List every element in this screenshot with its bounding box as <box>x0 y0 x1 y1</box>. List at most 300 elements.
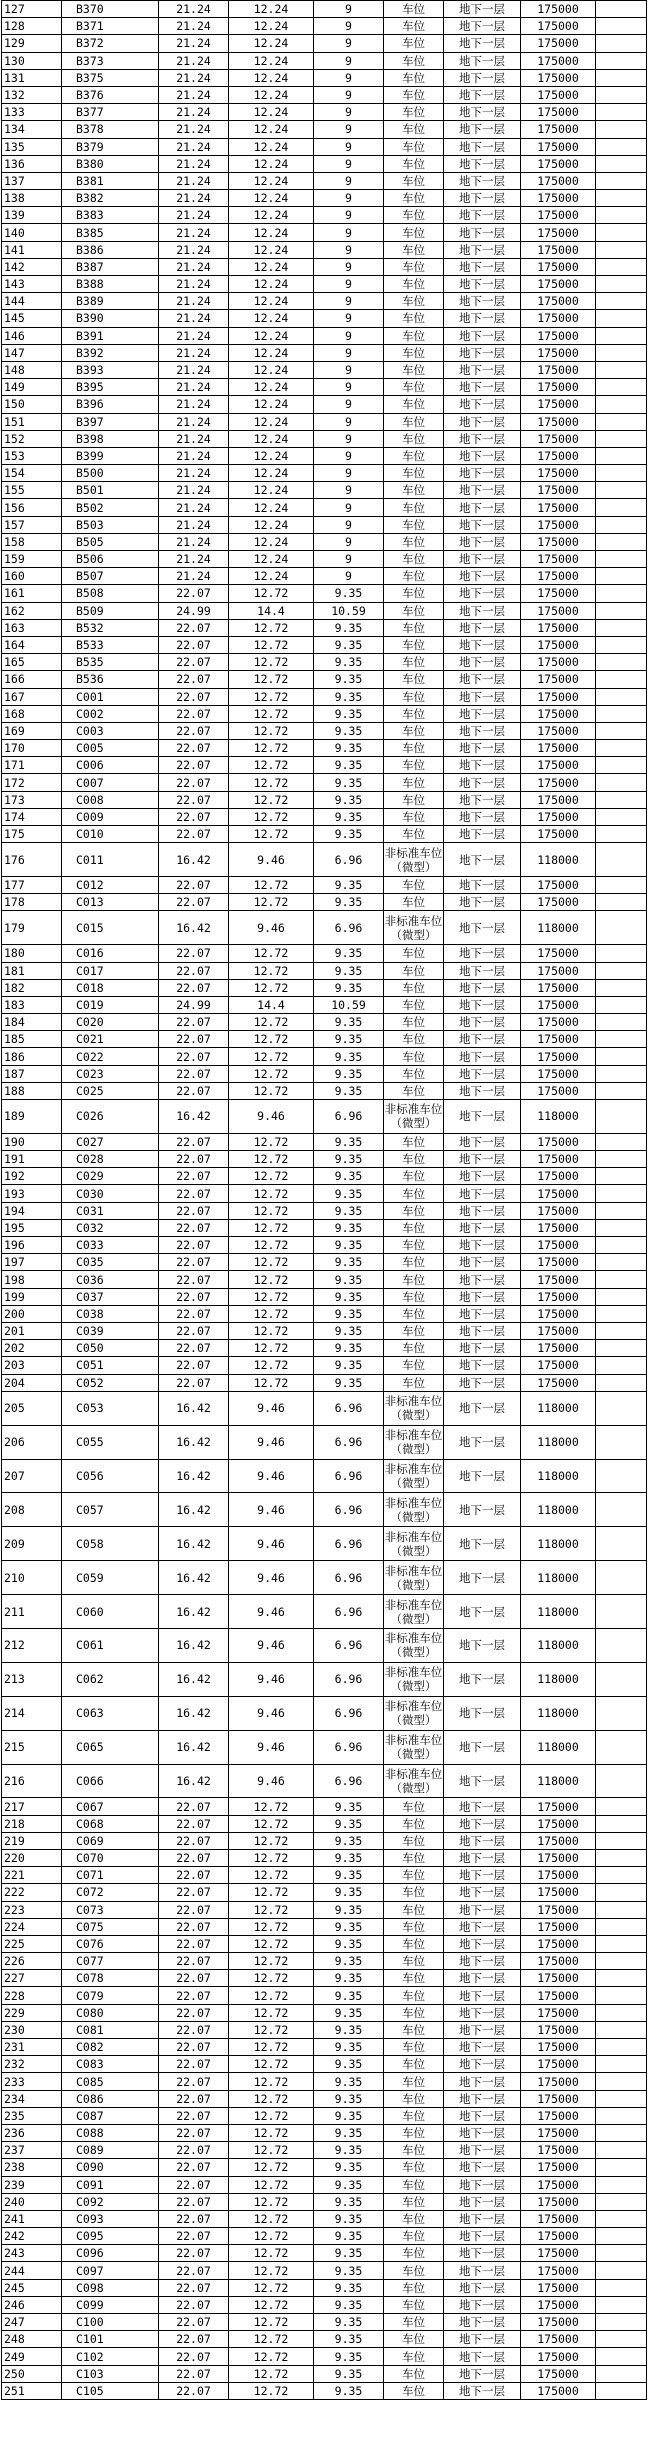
cell-row-number: 247 <box>2 2314 62 2331</box>
cell-empty <box>596 2073 647 2090</box>
cell-inner-area: 12.24 <box>229 190 314 207</box>
cell-building-area: 21.24 <box>159 207 229 224</box>
cell-empty <box>596 1340 647 1357</box>
cell-space-code: C072 <box>62 1884 159 1901</box>
cell-price: 175000 <box>521 1953 596 1970</box>
cell-price: 175000 <box>521 361 596 378</box>
cell-empty <box>596 1696 647 1730</box>
cell-building-area: 22.07 <box>159 1849 229 1866</box>
cell-price: 175000 <box>521 276 596 293</box>
cell-empty <box>596 1048 647 1065</box>
cell-shared-area: 6.96 <box>314 1764 384 1798</box>
cell-empty <box>596 2056 647 2073</box>
cell-empty <box>596 1 647 18</box>
cell-shared-area: 9.35 <box>314 791 384 808</box>
cell-price: 175000 <box>521 2159 596 2176</box>
cell-space-code: B375 <box>62 69 159 86</box>
cell-floor: 地下一层 <box>444 224 521 241</box>
cell-building-area: 22.07 <box>159 2090 229 2107</box>
cell-price: 175000 <box>521 2262 596 2279</box>
cell-space-code: B388 <box>62 276 159 293</box>
cell-space-type: 车位 <box>384 877 444 894</box>
table-row <box>2 2245 647 2262</box>
cell-empty <box>596 447 647 464</box>
cell-space-type: 车位 <box>384 2210 444 2227</box>
cell-inner-area: 12.24 <box>229 18 314 35</box>
cell-price: 175000 <box>521 1340 596 1357</box>
cell-empty <box>596 2142 647 2159</box>
cell-building-area: 22.07 <box>159 2210 229 2227</box>
cell-shared-area: 9.35 <box>314 654 384 671</box>
cell-building-area: 21.24 <box>159 551 229 568</box>
cell-space-code: C019 <box>62 996 159 1013</box>
cell-building-area: 21.24 <box>159 327 229 344</box>
table-row <box>2 568 647 585</box>
cell-building-area: 22.07 <box>159 1014 229 1031</box>
cell-empty <box>596 1561 647 1595</box>
cell-inner-area: 9.46 <box>229 1628 314 1662</box>
cell-row-number: 127 <box>2 1 62 18</box>
cell-space-code: C009 <box>62 808 159 825</box>
cell-inner-area: 12.72 <box>229 945 314 962</box>
cell-floor: 地下一层 <box>444 1459 521 1493</box>
table-row <box>2 1254 647 1271</box>
cell-space-type: 车位 <box>384 104 444 121</box>
cell-building-area: 16.42 <box>159 1595 229 1629</box>
cell-inner-area: 12.24 <box>229 52 314 69</box>
cell-floor: 地下一层 <box>444 1151 521 1168</box>
cell-empty <box>596 996 647 1013</box>
cell-floor: 地下一层 <box>444 705 521 722</box>
cell-building-area: 22.07 <box>159 1219 229 1236</box>
cell-empty <box>596 499 647 516</box>
table-row <box>2 1935 647 1952</box>
cell-space-type: 车位 <box>384 740 444 757</box>
cell-row-number: 147 <box>2 344 62 361</box>
cell-space-code: C008 <box>62 791 159 808</box>
cell-shared-area: 9.35 <box>314 2159 384 2176</box>
cell-shared-area: 9.35 <box>314 2073 384 2090</box>
cell-row-number: 138 <box>2 190 62 207</box>
cell-space-code: B389 <box>62 293 159 310</box>
cell-building-area: 22.07 <box>159 1901 229 1918</box>
cell-row-number: 250 <box>2 2365 62 2382</box>
cell-price: 175000 <box>521 996 596 1013</box>
table-row <box>2 516 647 533</box>
cell-price: 175000 <box>521 585 596 602</box>
cell-space-type: 车位 <box>384 190 444 207</box>
cell-inner-area: 12.72 <box>229 1288 314 1305</box>
table-row <box>2 413 647 430</box>
cell-building-area: 16.42 <box>159 1391 229 1425</box>
cell-building-area: 21.24 <box>159 533 229 550</box>
cell-price: 175000 <box>521 1271 596 1288</box>
cell-inner-area: 12.72 <box>229 2262 314 2279</box>
cell-shared-area: 9.35 <box>314 2314 384 2331</box>
cell-shared-area: 9.35 <box>314 1271 384 1288</box>
cell-row-number: 176 <box>2 843 62 877</box>
cell-space-code: B383 <box>62 207 159 224</box>
cell-shared-area: 9.35 <box>314 1832 384 1849</box>
cell-floor: 地下一层 <box>444 293 521 310</box>
cell-shared-area: 9 <box>314 52 384 69</box>
cell-inner-area: 12.72 <box>229 1970 314 1987</box>
cell-floor: 地下一层 <box>444 241 521 258</box>
cell-shared-area: 6.96 <box>314 1730 384 1764</box>
cell-space-code: C056 <box>62 1459 159 1493</box>
cell-space-code: B378 <box>62 121 159 138</box>
cell-inner-area: 12.72 <box>229 2331 314 2348</box>
cell-space-type: 车位 <box>384 2090 444 2107</box>
cell-floor: 地下一层 <box>444 602 521 619</box>
cell-price: 175000 <box>521 224 596 241</box>
cell-building-area: 22.07 <box>159 1185 229 1202</box>
cell-space-code: C026 <box>62 1100 159 1134</box>
cell-price: 175000 <box>521 2056 596 2073</box>
cell-row-number: 251 <box>2 2382 62 2399</box>
cell-row-number: 143 <box>2 276 62 293</box>
cell-row-number: 148 <box>2 361 62 378</box>
cell-space-code: C100 <box>62 2314 159 2331</box>
cell-price: 175000 <box>521 551 596 568</box>
table-row <box>2 1918 647 1935</box>
cell-space-type: 车位 <box>384 1918 444 1935</box>
cell-shared-area: 9.35 <box>314 2193 384 2210</box>
cell-floor: 地下一层 <box>444 138 521 155</box>
cell-floor: 地下一层 <box>444 276 521 293</box>
cell-empty <box>596 826 647 843</box>
cell-empty <box>596 2193 647 2210</box>
cell-row-number: 163 <box>2 619 62 636</box>
cell-price: 175000 <box>521 945 596 962</box>
cell-inner-area: 12.72 <box>229 791 314 808</box>
cell-inner-area: 12.72 <box>229 1133 314 1150</box>
cell-shared-area: 9 <box>314 379 384 396</box>
cell-floor: 地下一层 <box>444 2331 521 2348</box>
cell-row-number: 131 <box>2 69 62 86</box>
cell-price: 175000 <box>521 482 596 499</box>
cell-space-code: B501 <box>62 482 159 499</box>
cell-space-type: 车位 <box>384 2021 444 2038</box>
table-row <box>2 826 647 843</box>
cell-inner-area: 9.46 <box>229 1764 314 1798</box>
cell-empty <box>596 808 647 825</box>
cell-inner-area: 12.72 <box>229 2039 314 2056</box>
cell-floor: 地下一层 <box>444 808 521 825</box>
cell-space-type: 车位 <box>384 447 444 464</box>
cell-empty <box>596 1459 647 1493</box>
cell-row-number: 182 <box>2 979 62 996</box>
cell-inner-area: 12.24 <box>229 258 314 275</box>
cell-building-area: 22.07 <box>159 654 229 671</box>
cell-inner-area: 12.72 <box>229 2314 314 2331</box>
cell-floor: 地下一层 <box>444 1884 521 1901</box>
table-row <box>2 1391 647 1425</box>
cell-space-type: 车位 <box>384 1185 444 1202</box>
cell-price: 175000 <box>521 310 596 327</box>
cell-price: 175000 <box>521 2228 596 2245</box>
cell-row-number: 168 <box>2 705 62 722</box>
cell-floor: 地下一层 <box>444 1031 521 1048</box>
cell-price: 175000 <box>521 430 596 447</box>
cell-building-area: 22.07 <box>159 1237 229 1254</box>
cell-space-type: 车位 <box>384 979 444 996</box>
cell-floor: 地下一层 <box>444 740 521 757</box>
cell-space-type: 车位 <box>384 258 444 275</box>
cell-shared-area: 9.35 <box>314 1918 384 1935</box>
cell-shared-area: 9.35 <box>314 2279 384 2296</box>
cell-row-number: 178 <box>2 894 62 911</box>
table-row <box>2 1185 647 1202</box>
table-row <box>2 465 647 482</box>
cell-building-area: 16.42 <box>159 911 229 945</box>
cell-empty <box>596 1374 647 1391</box>
cell-space-code: C027 <box>62 1133 159 1150</box>
cell-building-area: 21.24 <box>159 155 229 172</box>
cell-space-code: B370 <box>62 1 159 18</box>
cell-building-area: 21.24 <box>159 35 229 52</box>
cell-empty <box>596 1628 647 1662</box>
cell-building-area: 16.42 <box>159 1628 229 1662</box>
cell-space-type: 车位 <box>384 1815 444 1832</box>
cell-price: 175000 <box>521 791 596 808</box>
cell-space-code: B385 <box>62 224 159 241</box>
cell-price: 175000 <box>521 1832 596 1849</box>
cell-shared-area: 9 <box>314 18 384 35</box>
cell-price: 175000 <box>521 516 596 533</box>
table-row <box>2 808 647 825</box>
cell-space-code: C036 <box>62 1271 159 1288</box>
cell-space-type: 车位 <box>384 688 444 705</box>
cell-inner-area: 12.72 <box>229 774 314 791</box>
cell-floor: 地下一层 <box>444 774 521 791</box>
cell-space-type: 车位 <box>384 1798 444 1815</box>
cell-building-area: 21.24 <box>159 138 229 155</box>
cell-space-code: C098 <box>62 2279 159 2296</box>
cell-floor: 地下一层 <box>444 2210 521 2227</box>
cell-space-type: 车位 <box>384 671 444 688</box>
cell-floor: 地下一层 <box>444 1987 521 2004</box>
table-row <box>2 774 647 791</box>
cell-building-area: 22.07 <box>159 1322 229 1339</box>
cell-space-type: 车位 <box>384 808 444 825</box>
table-row <box>2 2228 647 2245</box>
cell-space-type: 车位 <box>384 568 444 585</box>
cell-inner-area: 12.72 <box>229 585 314 602</box>
cell-empty <box>596 1391 647 1425</box>
cell-row-number: 206 <box>2 1425 62 1459</box>
cell-inner-area: 12.72 <box>229 2348 314 2365</box>
cell-price: 175000 <box>521 877 596 894</box>
cell-space-type: 车位 <box>384 2159 444 2176</box>
cell-space-code: C092 <box>62 2193 159 2210</box>
cell-shared-area: 10.59 <box>314 602 384 619</box>
cell-inner-area: 12.72 <box>229 671 314 688</box>
cell-building-area: 16.42 <box>159 1100 229 1134</box>
cell-building-area: 21.24 <box>159 379 229 396</box>
cell-row-number: 198 <box>2 1271 62 1288</box>
table-row <box>2 1031 647 1048</box>
cell-space-code: B376 <box>62 86 159 103</box>
cell-shared-area: 9 <box>314 241 384 258</box>
cell-price: 175000 <box>521 104 596 121</box>
cell-floor: 地下一层 <box>444 2382 521 2399</box>
cell-space-type: 车位 <box>384 1867 444 1884</box>
table-row <box>2 1970 647 1987</box>
cell-shared-area: 6.96 <box>314 1527 384 1561</box>
cell-shared-area: 9.35 <box>314 2124 384 2141</box>
cell-space-type: 车位 <box>384 1322 444 1339</box>
cell-inner-area: 12.24 <box>229 276 314 293</box>
cell-inner-area: 12.24 <box>229 379 314 396</box>
cell-floor: 地下一层 <box>444 2365 521 2382</box>
cell-space-code: C093 <box>62 2210 159 2227</box>
cell-space-type: 车位 <box>384 2004 444 2021</box>
cell-space-type: 车位 <box>384 1271 444 1288</box>
cell-space-type: 车位 <box>384 293 444 310</box>
table-row <box>2 379 647 396</box>
cell-inner-area: 12.24 <box>229 413 314 430</box>
cell-row-number: 238 <box>2 2159 62 2176</box>
cell-building-area: 22.07 <box>159 826 229 843</box>
cell-space-code: B506 <box>62 551 159 568</box>
cell-building-area: 22.07 <box>159 1305 229 1322</box>
cell-price: 175000 <box>521 327 596 344</box>
cell-floor: 地下一层 <box>444 310 521 327</box>
cell-price: 118000 <box>521 1425 596 1459</box>
cell-space-type: 车位 <box>384 155 444 172</box>
cell-shared-area: 9.35 <box>314 808 384 825</box>
cell-inner-area: 12.24 <box>229 86 314 103</box>
cell-inner-area: 12.72 <box>229 1202 314 1219</box>
cell-floor: 地下一层 <box>444 52 521 69</box>
cell-price: 175000 <box>521 172 596 189</box>
cell-row-number: 230 <box>2 2021 62 2038</box>
cell-empty <box>596 482 647 499</box>
cell-empty <box>596 1662 647 1696</box>
cell-empty <box>596 2262 647 2279</box>
table-row <box>2 1357 647 1374</box>
cell-row-number: 233 <box>2 2073 62 2090</box>
table-row <box>2 172 647 189</box>
cell-price: 118000 <box>521 1459 596 1493</box>
cell-inner-area: 12.72 <box>229 2056 314 2073</box>
table-row <box>2 979 647 996</box>
cell-shared-area: 9.35 <box>314 1065 384 1082</box>
table-row <box>2 224 647 241</box>
cell-row-number: 157 <box>2 516 62 533</box>
cell-row-number: 164 <box>2 636 62 653</box>
cell-row-number: 160 <box>2 568 62 585</box>
cell-space-type: 非标准车位（微型） <box>384 1595 444 1629</box>
cell-building-area: 22.07 <box>159 2039 229 2056</box>
cell-empty <box>596 1970 647 1987</box>
cell-inner-area: 12.24 <box>229 172 314 189</box>
cell-inner-area: 9.46 <box>229 843 314 877</box>
cell-floor: 地下一层 <box>444 69 521 86</box>
cell-price: 175000 <box>521 1798 596 1815</box>
cell-floor: 地下一层 <box>444 2142 521 2159</box>
cell-floor: 地下一层 <box>444 757 521 774</box>
cell-empty <box>596 1219 647 1236</box>
cell-inner-area: 12.72 <box>229 894 314 911</box>
cell-space-type: 车位 <box>384 172 444 189</box>
cell-shared-area: 9.35 <box>314 671 384 688</box>
cell-building-area: 16.42 <box>159 1696 229 1730</box>
cell-shared-area: 9 <box>314 258 384 275</box>
cell-space-type: 车位 <box>384 1935 444 1952</box>
cell-space-type: 车位 <box>384 1237 444 1254</box>
cell-row-number: 239 <box>2 2176 62 2193</box>
cell-floor: 地下一层 <box>444 2090 521 2107</box>
cell-empty <box>596 2176 647 2193</box>
cell-shared-area: 9.35 <box>314 1133 384 1150</box>
cell-building-area: 22.07 <box>159 2124 229 2141</box>
cell-inner-area: 12.72 <box>229 1832 314 1849</box>
cell-inner-area: 12.72 <box>229 2021 314 2038</box>
cell-price: 175000 <box>521 258 596 275</box>
cell-space-type: 非标准车位（微型） <box>384 1662 444 1696</box>
cell-building-area: 21.24 <box>159 361 229 378</box>
cell-building-area: 21.24 <box>159 310 229 327</box>
cell-building-area: 22.07 <box>159 2228 229 2245</box>
cell-space-code: C011 <box>62 843 159 877</box>
table-row <box>2 190 647 207</box>
cell-price: 175000 <box>521 2365 596 2382</box>
cell-price: 175000 <box>521 979 596 996</box>
cell-inner-area: 12.72 <box>229 1271 314 1288</box>
cell-row-number: 245 <box>2 2279 62 2296</box>
cell-shared-area: 9.35 <box>314 2142 384 2159</box>
cell-row-number: 204 <box>2 1374 62 1391</box>
cell-price: 175000 <box>521 1014 596 1031</box>
table-row <box>2 1595 647 1629</box>
cell-empty <box>596 241 647 258</box>
table-row <box>2 636 647 653</box>
cell-price: 118000 <box>521 1662 596 1696</box>
cell-shared-area: 9.35 <box>314 1322 384 1339</box>
cell-space-code: C058 <box>62 1527 159 1561</box>
cell-space-code: C035 <box>62 1254 159 1271</box>
cell-empty <box>596 2314 647 2331</box>
cell-floor: 地下一层 <box>444 207 521 224</box>
cell-space-type: 车位 <box>384 705 444 722</box>
table-row <box>2 2124 647 2141</box>
cell-price: 175000 <box>521 2176 596 2193</box>
cell-row-number: 227 <box>2 1970 62 1987</box>
cell-floor: 地下一层 <box>444 1322 521 1339</box>
cell-empty <box>596 2382 647 2399</box>
cell-price: 175000 <box>521 1082 596 1099</box>
cell-building-area: 22.07 <box>159 2142 229 2159</box>
cell-space-type: 车位 <box>384 945 444 962</box>
cell-space-code: B391 <box>62 327 159 344</box>
cell-space-type: 车位 <box>384 2193 444 2210</box>
table-row <box>2 155 647 172</box>
cell-inner-area: 12.24 <box>229 104 314 121</box>
cell-price: 175000 <box>521 2142 596 2159</box>
cell-price: 175000 <box>521 533 596 550</box>
cell-price: 175000 <box>521 1065 596 1082</box>
cell-shared-area: 9 <box>314 138 384 155</box>
cell-empty <box>596 1764 647 1798</box>
cell-row-number: 180 <box>2 945 62 962</box>
cell-building-area: 22.07 <box>159 722 229 739</box>
cell-row-number: 217 <box>2 1798 62 1815</box>
cell-shared-area: 6.96 <box>314 1628 384 1662</box>
cell-row-number: 226 <box>2 1953 62 1970</box>
cell-price: 175000 <box>521 2021 596 2038</box>
